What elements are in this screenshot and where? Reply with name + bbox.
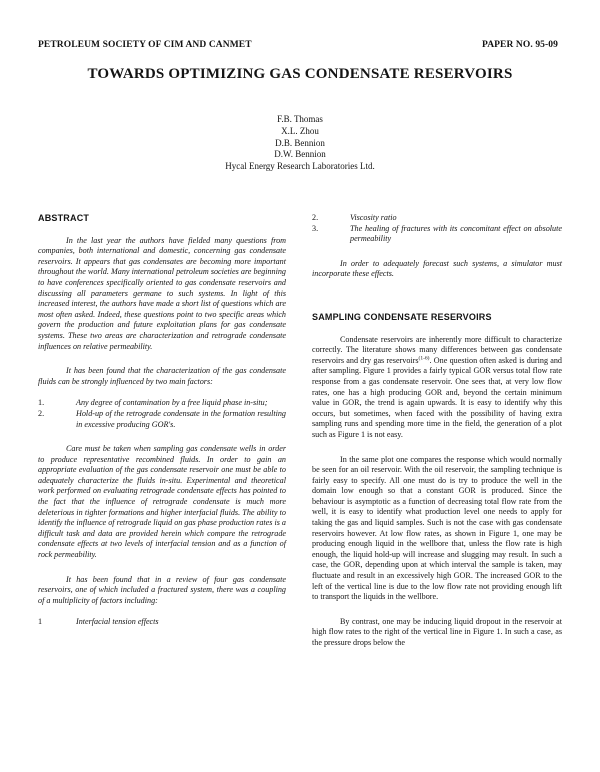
simulator-paragraph: In order to adequately forecast such systems, a simulator must incorporate these effects. bbox=[312, 258, 562, 279]
reference-citation: (1-6) bbox=[418, 355, 430, 362]
list-item bbox=[38, 409, 286, 430]
abstract-heading: ABSTRACT bbox=[38, 213, 90, 223]
list-text: Interfacial tension effects bbox=[76, 617, 159, 627]
abstract-paragraph-2: It has been found that the characterization of the gas condensate fluids can be strongly influenced by two main factors: bbox=[38, 366, 286, 386]
list-text: Viscosity ratio bbox=[350, 213, 397, 222]
affiliation: Hycal Energy Research Laboratories Ltd. bbox=[225, 161, 375, 172]
list-text: Hold-up of the retrograde condensate in the formation resulting in excessive producing GOR's. bbox=[76, 408, 286, 429]
list-item bbox=[312, 224, 562, 245]
author-name: X.L. Zhou bbox=[281, 125, 319, 136]
sampling-text: Condensate reservoirs are inherently more difficult to characterize correctly. The literature shows many differences between gas condensate reservoirs and dry gas reservoirs bbox=[312, 334, 562, 365]
abstract-paragraph-3: Care must be taken when sampling gas condensate wells in order to produce representative recombined fluids. In order to gain an appropriate evaluation of the gas condensate reservoir one must be able to adequately characterize the fluids in-situ. Experimental and theoretical work performed on evaluating retrograde condensate effects has pointed to the fact that the influence of retrograde condensate is much more deleterious in tighter formations and higher interfacial fluids. The ability to identify the influence of retrograde liquid on gas phase production rates is a difficult task and data are provided herein which compare the retrograde condensate effects at two levels of interfacial tension and as a function of rock permeability. bbox=[38, 444, 286, 560]
author-block bbox=[0, 114, 600, 173]
society-header: PETROLEUM SOCIETY OF CIM AND CANMET bbox=[38, 40, 252, 50]
paper-number: PAPER NO. 95-09 bbox=[482, 40, 558, 50]
sampling-paragraph-3: By contrast, one may be inducing liquid dropout in the reservoir at high flow rates to the right of the vertical line in Figure 1. In such a case, as the pressure drops below the bbox=[312, 616, 562, 647]
list-number: 3. bbox=[312, 223, 319, 233]
right-column bbox=[312, 213, 562, 649]
list-number: 1. bbox=[38, 398, 45, 408]
left-column bbox=[38, 213, 286, 628]
list-text: The healing of fractures with its concomitant effect on absolute permeability bbox=[350, 223, 562, 244]
sampling-paragraph-1 bbox=[312, 335, 562, 441]
list-text: Any degree of contamination by a free liquid phase in-situ; bbox=[76, 398, 268, 408]
author-name: D.B. Bennion bbox=[275, 137, 325, 148]
list-number: 2. bbox=[312, 213, 319, 222]
factor-list bbox=[38, 398, 286, 430]
abstract-paragraph-1: In the last year the authors have fielded many questions from companies, both international and domestic, concerning gas condensate reservoirs. It appears that gas condensates are becoming more important throughout the world. Many international petroleum societies are beginning to have conferences specifically oriented to gas condensate reservoirs and discussing all parameters germane to such systems. In light of this increased interest, the authors have made a short list of questions which are most often asked. Indeed, these questions point to two specific areas which govern the production and future exploitation plans for gas condensate systems. These two areas are characterization and retrograde condensate influences on relative permeability. bbox=[38, 235, 286, 351]
list-item bbox=[38, 398, 286, 409]
coupling-list bbox=[38, 617, 286, 628]
sampling-heading: SAMPLING CONDENSATE RESERVOIRS bbox=[312, 311, 492, 322]
list-number: 1 bbox=[38, 617, 43, 627]
coupling-list-continued bbox=[312, 213, 562, 245]
sampling-paragraph-2: In the same plot one compares the response which would normally be seen for an oil reservoir. With the oil reservoir, the sampling technique is fairly easy to specify. All one must do is try to produce the well in the domain low enough so that a constant GOR is produced. Since the behaviour is asymptotic as a function of decreasing total flow rate from the well, it is easy to identify what production level one needs to apply for taking the gas and liquid samples. Such is not the case with gas condensate reservoirs however. At low flow rates, as shown in Figure 1, one may be producing enough liquid in the wellbore that, unless the flow rate is high enough, the liquid hold-up will increase and slugging may result. In such a case, the GOR, depending upon at which interval the sample is taken, may fluctuate and result in an excessively high GOR. The increased GOR to the left of the vertical line is due to the low flow rate not providing enough lift to transport the liquids in the wellbore. bbox=[312, 454, 562, 602]
sampling-text: . One question often asked is during and after sampling. Figure 1 provides a fairly typical GOR versus total flow rate response from a gas condensate reservoir. One sees that, at very low flow rates, one has a high producing GOR and, beyond the certain minimum value in GOR, the trend is again upwards. It is easy to identify why this occurs, but sometimes, when faced with the possibility of having extra sampling runs and spending more time in the field, the generation of a plot such as Figure 1 is not easy. bbox=[312, 355, 562, 439]
paper-title: TOWARDS OPTIMIZING GAS CONDENSATE RESERVOIRS bbox=[87, 66, 513, 82]
author-name: F.B. Thomas bbox=[277, 114, 323, 124]
list-item bbox=[312, 213, 562, 224]
list-item bbox=[38, 617, 286, 628]
author-name: D.W. Bennion bbox=[274, 149, 326, 160]
abstract-paragraph-4: It has been found that in a review of four gas condensate reservoirs, one of which included a fractured system, there was a coupling of a multiplicity of factors including: bbox=[38, 574, 286, 605]
list-number: 2. bbox=[38, 408, 45, 418]
